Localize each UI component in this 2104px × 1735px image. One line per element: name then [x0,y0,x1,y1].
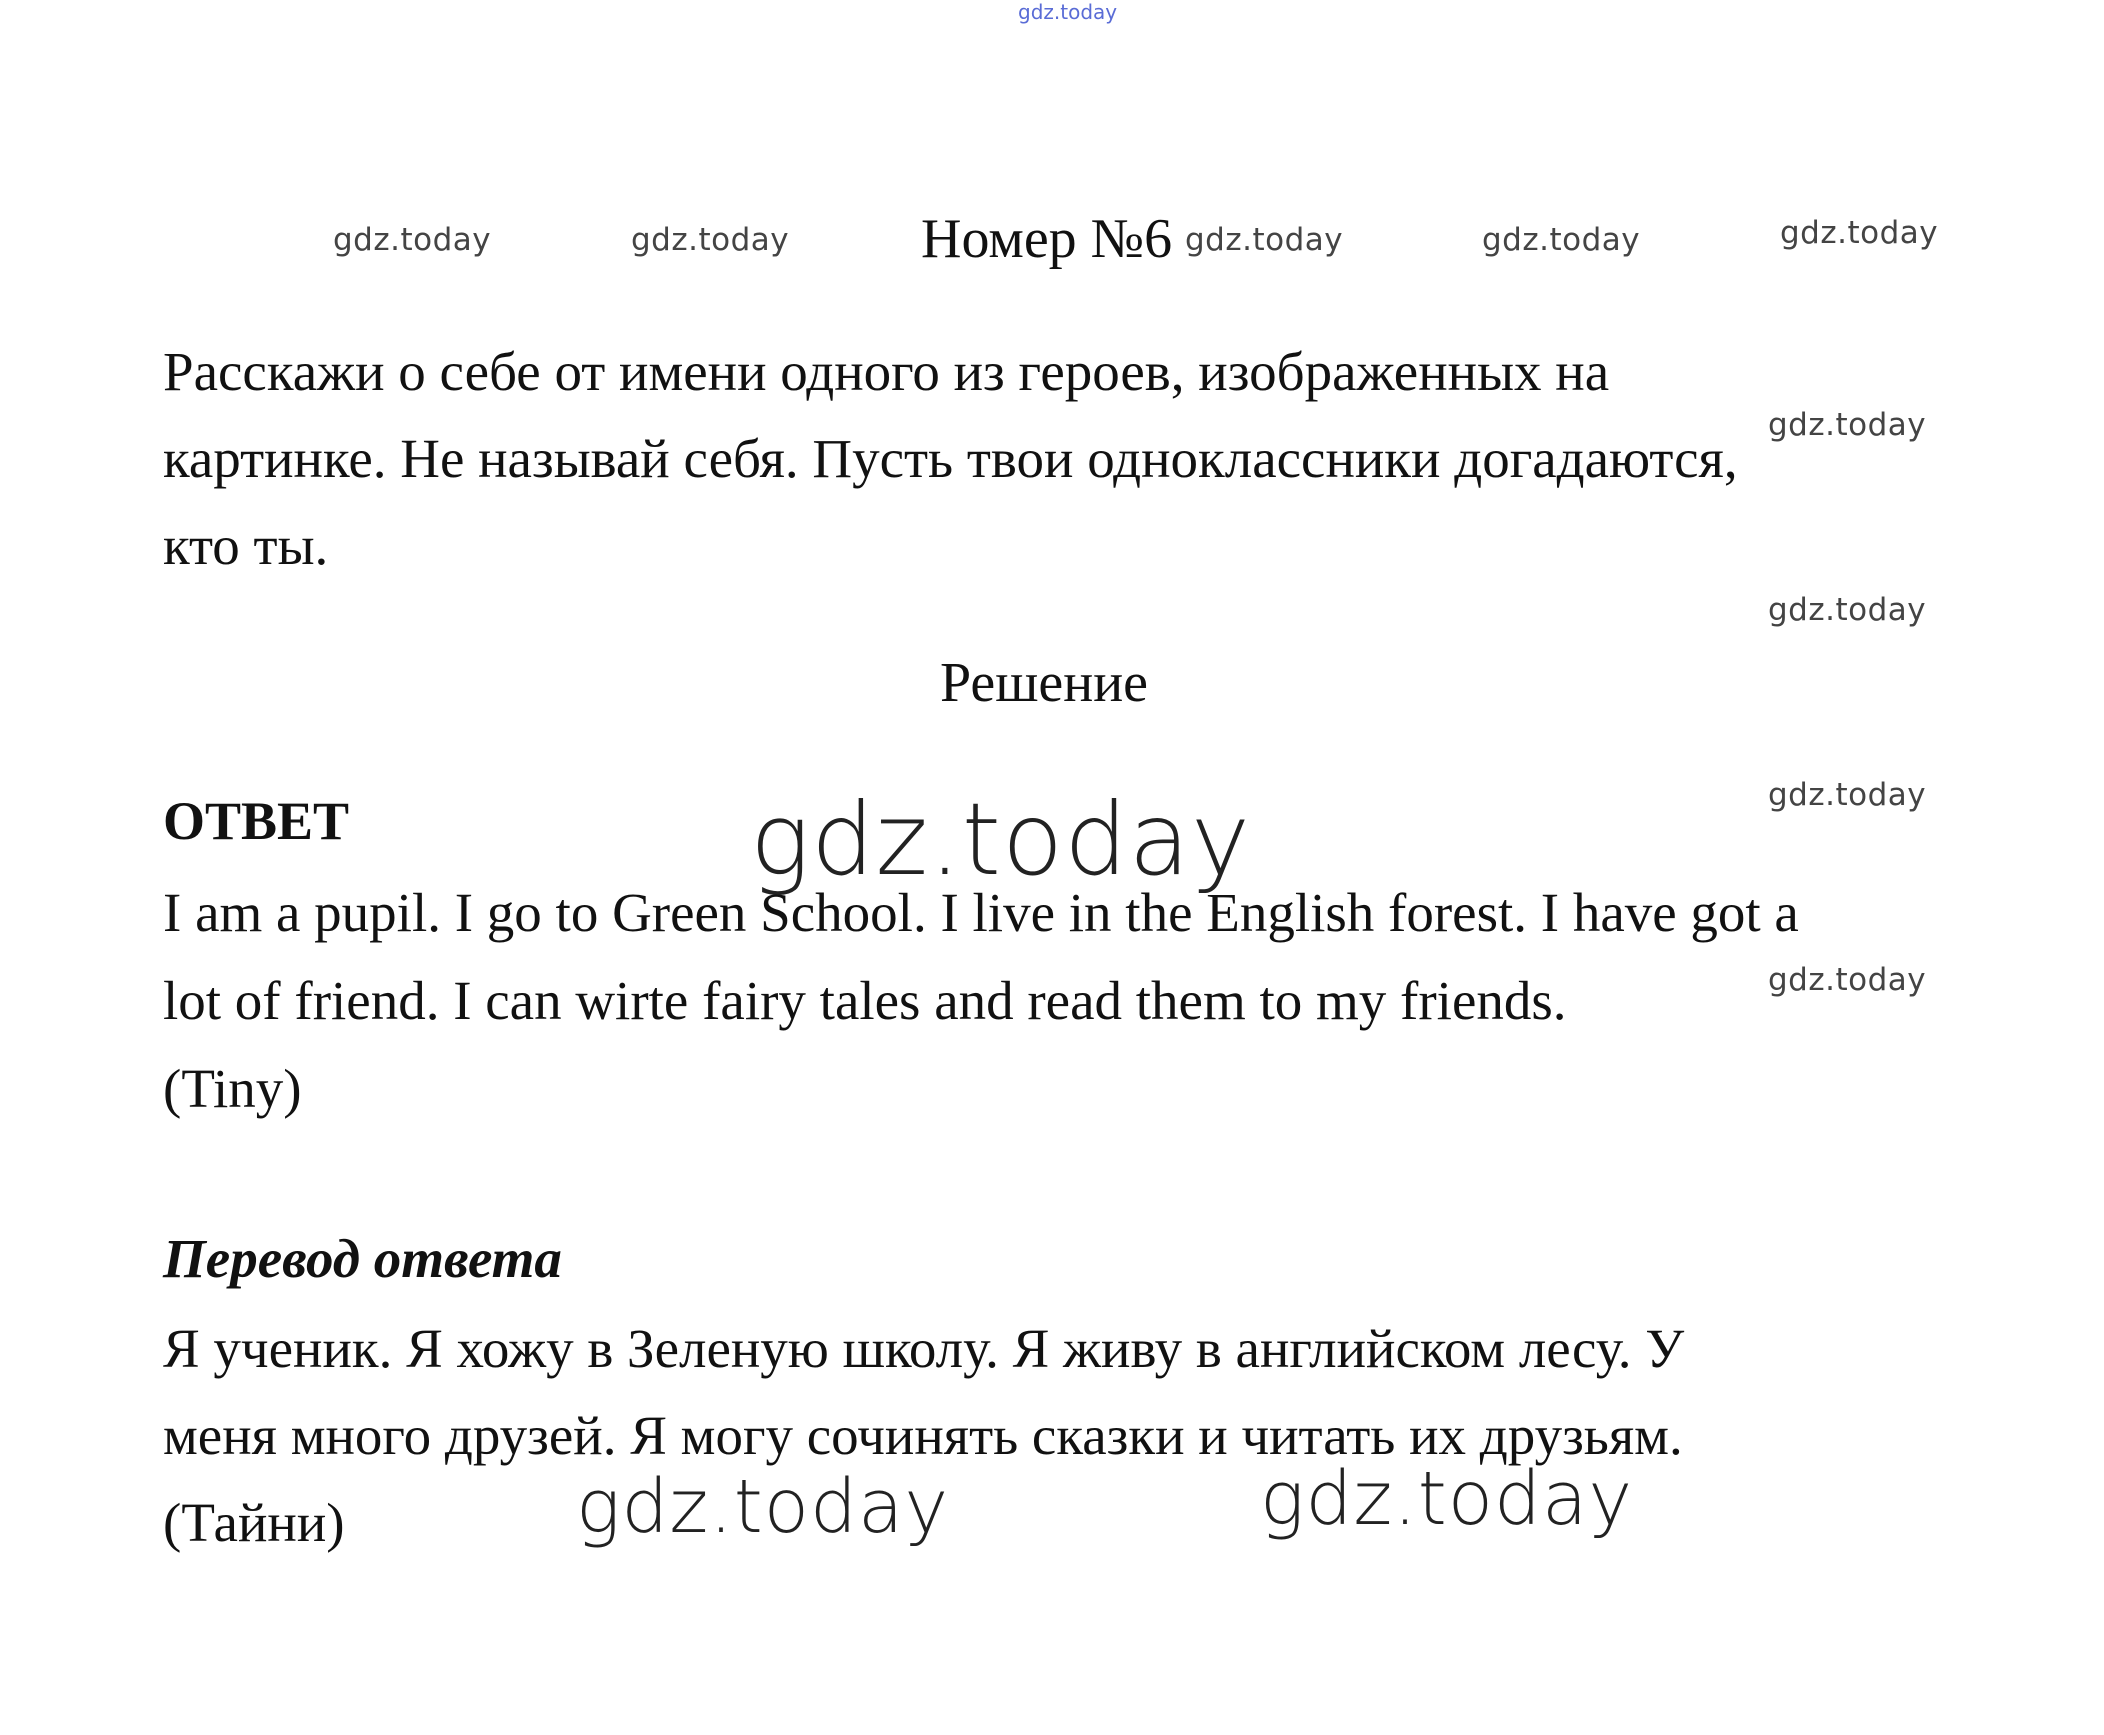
watermark: gdz.today [1768,962,1927,998]
watermark-top: gdz.today [1018,0,1118,24]
watermark: gdz.today [631,222,790,258]
watermark-large: gdz.today [750,781,1252,898]
page-title: Номер №6 [921,208,1173,270]
solution-heading: Решение [940,652,1149,714]
watermark-large: gdz.today [1260,1456,1634,1542]
translation-line: Я ученик. Я хожу в Зеленую школу. Я живу в английском лесу. У [163,1318,1685,1379]
watermark: gdz.today [333,222,492,258]
watermark: gdz.today [1185,222,1344,258]
task-line: Расскажи о себе от имени одного из героев, изображенных на [163,341,1610,402]
task-text [163,328,1963,589]
watermark-large: gdz.today [576,1464,950,1550]
watermark: gdz.today [1768,777,1927,813]
answer-heading: ОТВЕТ [163,791,350,851]
watermark: gdz.today [1482,222,1641,258]
task-line: картинке. Не называй себя. Пусть твои одноклассники догадаются, [163,428,1738,489]
answer-line: (Tiny) [163,1058,302,1119]
watermark: gdz.today [1780,215,1939,251]
watermark: gdz.today [1768,592,1927,628]
answer-line: I am a pupil. I go to Green School. I live in the English forest. I have got a [163,882,1799,943]
answer-text [163,869,1799,1133]
translation-heading: Перевод ответа [163,1228,562,1289]
task-line: кто ты. [163,515,329,576]
translation-text [163,1305,1684,1566]
translation-line: (Тайни) [163,1492,345,1553]
answer-line: lot of friend. I can wirte fairy tales and read them to my friends. [163,970,1567,1031]
translation-line: меня много друзей. Я могу сочинять сказки и читать их друзьям. [163,1405,1683,1466]
watermark: gdz.today [1768,407,1927,443]
